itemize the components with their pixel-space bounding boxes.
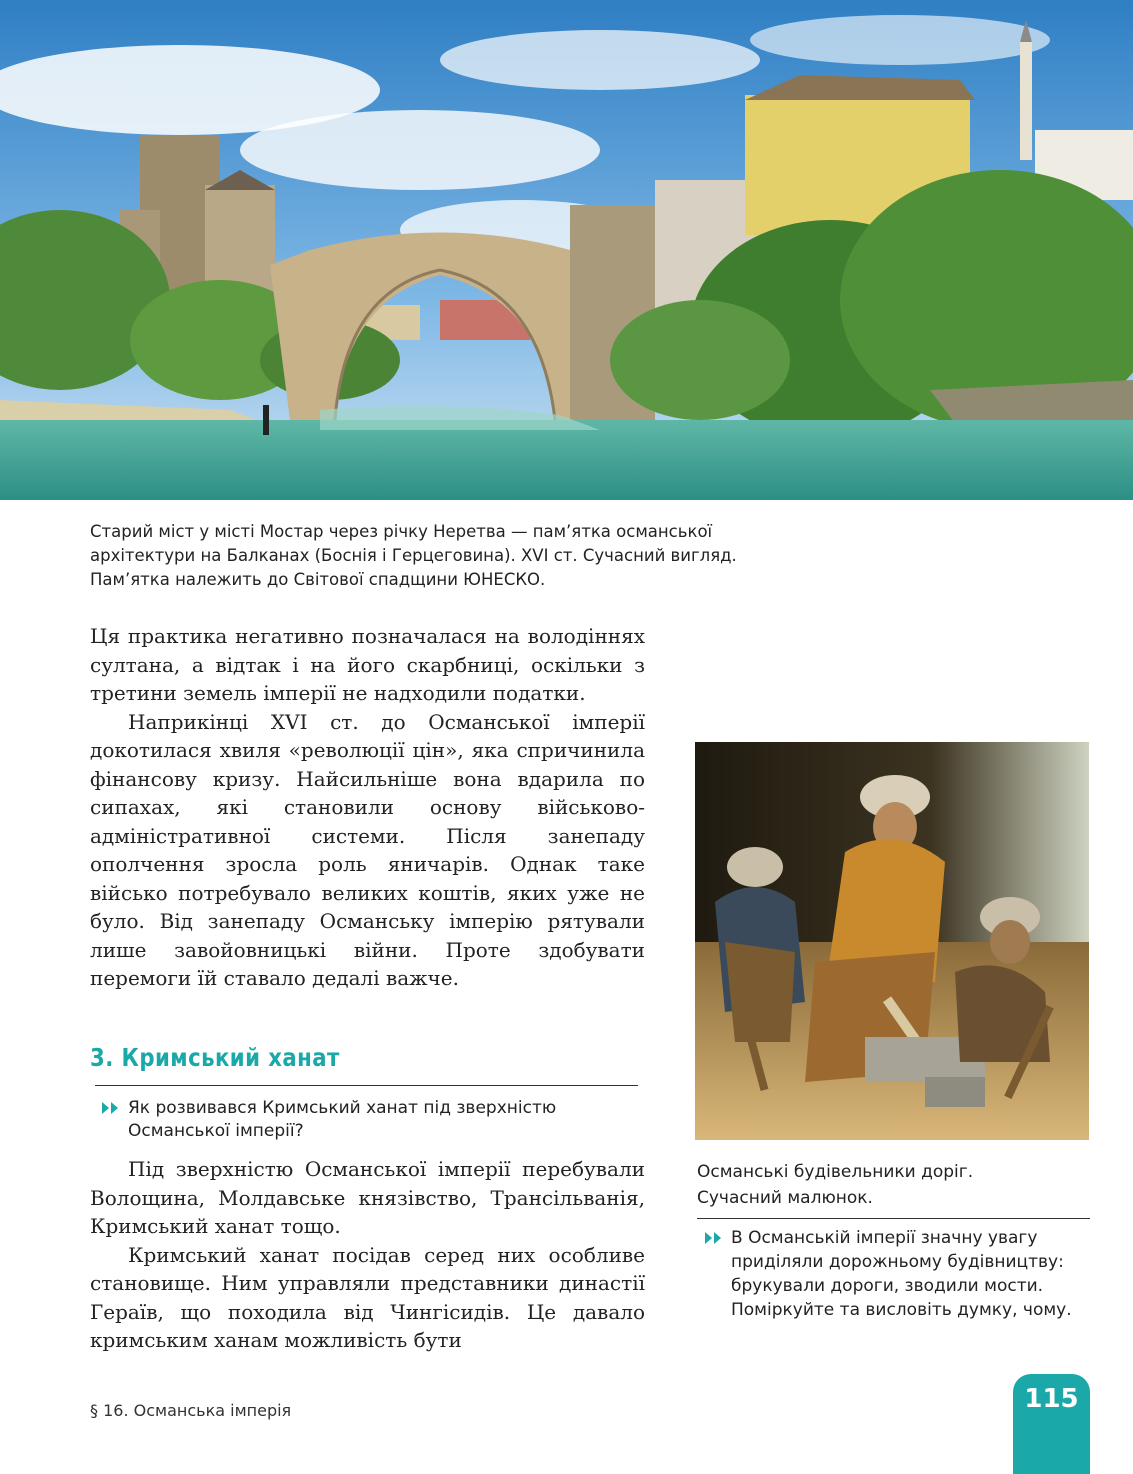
paragraph: Наприкінці XVI ст. до Османської імперії докотилася хвиля «революції цін», яка спричинила фінансову кризу. Найсильніше вона вдарила по сипахах, які становили основу військово-адміністративної системи. Після занепаду ополчення зросла роль яничарів. Однак таке військо потребувало великих коштів, яких уже не було. Від занепаду Османську імперію рятували лише завойовницькі війни. Проте здобувати перемоги їй ставало дедалі важче. bbox=[90, 709, 645, 990]
section-question bbox=[100, 1097, 640, 1143]
double-chevron-icon bbox=[703, 1229, 725, 1253]
road-builders-illustration bbox=[695, 742, 1089, 1140]
photo-caption bbox=[90, 520, 790, 592]
photo-caption-line: Старий міст у місті Мостар через річку Неретва — пам’ятка османської bbox=[90, 522, 713, 541]
paragraph: Ця практика негативно позначалася на володіннях султана, а відтак і на його скарбниці, оскільки з третини земель імперії не надходили податки. bbox=[90, 624, 645, 705]
section-title: 3. Кримський ханат bbox=[90, 1043, 340, 1072]
reflection-task bbox=[703, 1226, 1083, 1322]
section-text bbox=[90, 1155, 645, 1355]
paragraph: Кримський ханат посідав серед них особливе становище. Ним управляли представники династії Гераїв, що походила від Чингісидів. Це давало кримським ханам можливість бути bbox=[90, 1242, 645, 1352]
divider bbox=[95, 1085, 638, 1086]
page-number-tab bbox=[1013, 1374, 1090, 1474]
illustration-caption bbox=[697, 1159, 1087, 1211]
illustration-caption-line: Османські будівельники доріг. bbox=[697, 1162, 974, 1182]
illustration-caption-line: Сучасний малюнок. bbox=[697, 1188, 873, 1208]
double-chevron-icon bbox=[100, 1100, 122, 1123]
page-number: 115 bbox=[1024, 1384, 1079, 1414]
main-text bbox=[90, 622, 645, 993]
question-text: Як розвивався Кримський ханат під зверхністю Османської імперії? bbox=[128, 1098, 557, 1141]
task-text: В Османській імперії значну увагу приділяли дорожньому будівництву: брукували дороги, зводили мости. Поміркуйте та висловіть думку, чому. bbox=[731, 1228, 1072, 1320]
photo-caption-line: архітектури на Балканах (Боснія і Герцеговина). XVI ст. Сучасний вигляд. bbox=[90, 546, 737, 565]
divider bbox=[697, 1218, 1090, 1219]
mostar-bridge-photo bbox=[0, 0, 1133, 500]
paragraph: Під зверхністю Османської імперії перебували Волощина, Молдавське князівство, Трансільванія, Кримський ханат тощо. bbox=[90, 1157, 645, 1238]
photo-caption-line: Пам’ятка належить до Світової спадщини ЮНЕСКО. bbox=[90, 570, 546, 589]
footer-section-label: § 16. Османська імперія bbox=[90, 1401, 292, 1420]
